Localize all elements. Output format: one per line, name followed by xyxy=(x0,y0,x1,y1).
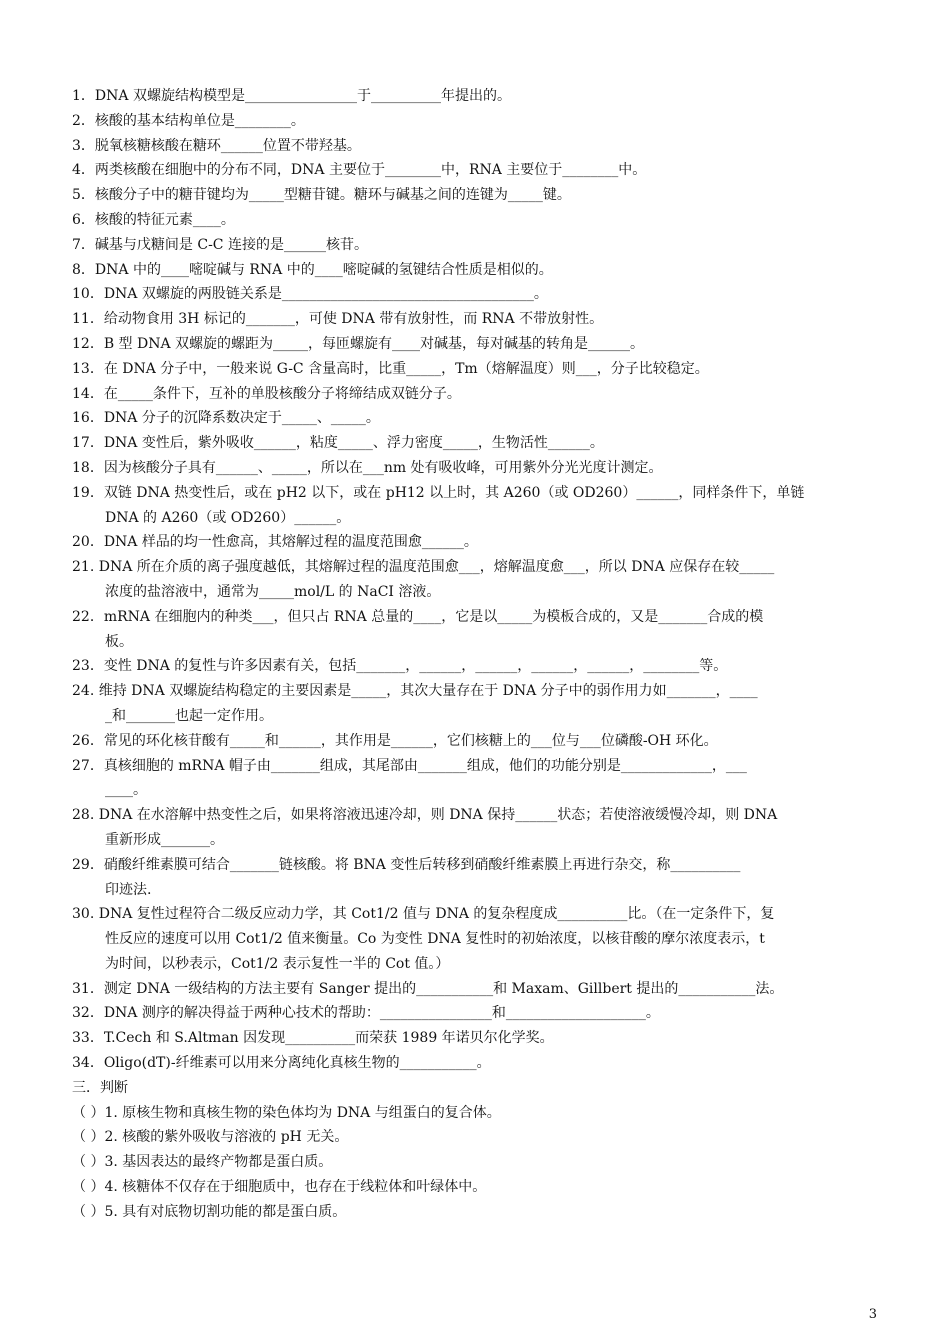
question-line-continued: ____。 xyxy=(105,782,147,799)
question-line: 34．Oligo(dT)-纤维素可以用来分离纯化真核生物的___________。 xyxy=(72,1055,491,1072)
judgment-item: （ ）3. 基因表达的最终产物都是蛋白质。 xyxy=(72,1154,333,1171)
question-line: 12．B 型 DNA 双螺旋的螺距为_____，每匝螺旋有____对碱基，每对碱基的转角是______。 xyxy=(72,335,645,352)
question-line: 33．T.Cech 和 S.Altman 因发现__________而荣获 1989 年诺贝尔化学奖。 xyxy=(72,1030,554,1047)
question-line: 29．硝酸纤维素膜可结合_______链核酸。将 BNA 变性后转移到硝酸纤维素膜上再进行杂交，称__________ xyxy=(72,856,741,873)
judgment-item: （ ）5. 具有对底物切割功能的都是蛋白质。 xyxy=(72,1203,347,1220)
question-line: 26．常见的环化核苷酸有_____和______，其作用是______，它们核糖上的___位与___位磷酸-OH 环化。 xyxy=(72,732,718,749)
question-line: 17．DNA 变性后，紫外吸收______，粘度_____、浮力密度_____，生物活性______。 xyxy=(72,435,604,452)
question-line-continued: _和_______也起一定作用。 xyxy=(105,707,273,724)
question-line: 19．双链 DNA 热变性后，或在 pH2 以下，或在 pH12 以上时，其 A260（或 OD260）______，同样条件下，单链 xyxy=(72,484,805,501)
section-heading: 三．判断 xyxy=(72,1079,128,1096)
question-line: 30. DNA 复性过程符合二级反应动力学，其 Cot1/2 值与 DNA 的复杂程度成__________比。（在一定条件下，复 xyxy=(72,906,775,923)
question-line: 22．mRNA 在细胞内的种类___，但只占 RNA 总量的____，它是以_____为模板合成的，又是_______合成的模 xyxy=(72,608,764,625)
question-line-continued: 重新形成_______。 xyxy=(105,831,224,848)
question-line: 31．测定 DNA 一级结构的方法主要有 Sanger 提出的___________和 Maxam、Gillbert 提出的___________法。 xyxy=(72,980,784,997)
judgment-item: （ ）4. 核糖体不仅存在于细胞质中，也存在于线粒体和叶绿体中。 xyxy=(72,1179,487,1196)
question-line: 11．给动物食用 3H 标记的_______，可使 DNA 带有放射性，而 RNA 不带放射性。 xyxy=(72,311,604,328)
question-line: 3．脱氧核糖核酸在糖环______位置不带羟基。 xyxy=(72,137,361,154)
question-line-continued: 板。 xyxy=(105,633,133,650)
page-number: 3 xyxy=(868,1307,877,1322)
question-line: 24. 维持 DNA 双螺旋结构稳定的主要因素是_____，其次大量存在于 DNA 分子中的弱作用力如_______，____ xyxy=(72,683,758,700)
question-line: 6．核酸的特征元素____。 xyxy=(72,211,235,228)
judgment-item: （ ）1. 原核生物和真核生物的染色体均为 DNA 与组蛋白的复合体。 xyxy=(72,1104,501,1121)
question-line: 8．DNA 中的____嘧啶碱与 RNA 中的____嘧啶碱的氢键结合性质是相似的。 xyxy=(72,261,553,278)
question-line: 13．在 DNA 分子中，一般来说 G-C 含量高时，比重_____，Tm（熔解温度）则___，分子比较稳定。 xyxy=(72,360,709,377)
question-line: 27．真核细胞的 mRNA 帽子由_______组成，其尾部由_______组成，他们的功能分别是_____________，___ xyxy=(72,757,747,774)
question-line: 28. DNA 在水溶解中热变性之后，如果将溶液迅速冷却，则 DNA 保持______状态；若使溶液缓慢冷却，则 DNA xyxy=(72,807,778,824)
question-line: 21. DNA 所在介质的离子强度越低，其熔解过程的温度范围愈___，熔解温度愈___，所以 DNA 应保存在较_____ xyxy=(72,559,775,576)
question-line: 4．两类核酸在细胞中的分布不同，DNA 主要位于________中，RNA 主要位于________中。 xyxy=(72,162,647,179)
question-line: 16．DNA 分子的沉降系数决定于_____、_____。 xyxy=(72,410,380,427)
question-line: 1．DNA 双螺旋结构模型是________________于__________年提出的。 xyxy=(72,88,511,104)
question-line-continued: 性反应的速度可以用 Cot1/2 值来衡量。Co 为变性 DNA 复性时的初始浓度，以核苷酸的摩尔浓度表示，t xyxy=(105,931,765,948)
question-line: 2．核酸的基本结构单位是________。 xyxy=(72,112,305,129)
question-line: 14．在_____条件下，互补的单股核酸分子将缔结成双链分子。 xyxy=(72,385,461,402)
question-list xyxy=(72,84,880,1225)
question-line: 18．因为核酸分子具有______、_____，所以在___nm 处有吸收峰，可用紫外分光光度计测定。 xyxy=(72,459,663,476)
judgment-item: （ ）2. 核酸的紫外吸收与溶液的 pH 无关。 xyxy=(72,1129,349,1146)
question-line-continued: 为时间，以秒表示，Cot1/2 表示复性一半的 Cot 值。） xyxy=(105,955,450,972)
question-line: 10．DNA 双螺旋的两股链关系是____________________________________。 xyxy=(72,286,548,303)
question-line-continued: 浓度的盐溶液中，通常为_____mol/L 的 NaCI 溶液。 xyxy=(105,583,441,600)
question-line: 32．DNA 测序的解决得益于两种心技术的帮助：________________和____________________。 xyxy=(72,1005,660,1022)
question-line: 5．核酸分子中的糖苷键均为_____型糖苷键。糖环与碱基之间的连键为_____键。 xyxy=(72,187,571,204)
question-line: 23．变性 DNA 的复性与许多因素有关，包括_______，______，______，______，______，________等。 xyxy=(72,658,728,675)
question-line-continued: DNA 的 A260（或 OD260）______。 xyxy=(105,509,351,526)
question-line: 20．DNA 样品的均一性愈高，其熔解过程的温度范围愈______。 xyxy=(72,534,478,551)
question-line-continued: 印迹法. xyxy=(105,881,152,898)
question-line: 7．碱基与戊糖间是 C-C 连接的是______核苷。 xyxy=(72,236,368,253)
